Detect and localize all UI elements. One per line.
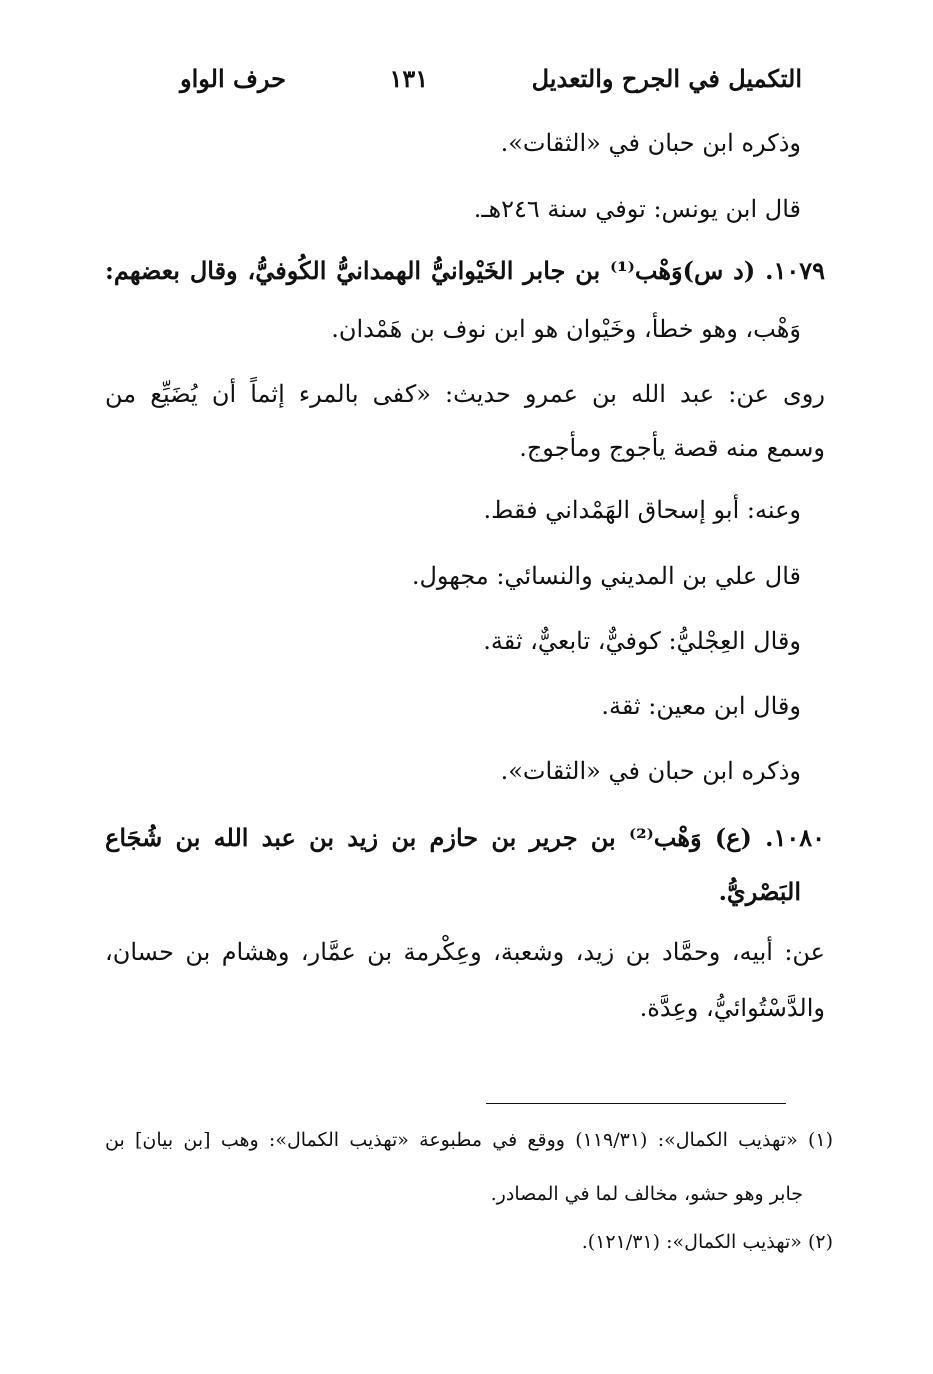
body-line: وقال ابن معين: ثقة. [601,692,801,720]
running-header [180,58,802,98]
entry-heading-1080: ١٠٨٠. (ع) وَهْب⁽²⁾ بن جرير بن حازم بن زيد بن عبد الله بن شُجَاع [105,823,825,852]
header-page-number: ١٣١ [389,63,429,93]
body-line: البَصْريُّ. [718,877,801,906]
body-line: عن: أبيه، وحمَّاد بن زيد، وشعبة، وعِكْرمة بن عمَّار، وهشام بن حسان، [105,938,825,966]
body-line: وذكره ابن حبان في «الثقات». [500,757,801,785]
footnote-separator [486,1103,786,1104]
header-chapter: حرف الواو [180,63,286,93]
body-line: والدَّسْتُوائيُّ، وعِدَّة. [639,994,825,1022]
entry-heading-1079: ١٠٧٩. (د س)وَهْب⁽¹⁾ بن جابر الخَيْوانيُّ الهمدانيُّ الكُوفيُّ، وقال بعضهم: [105,256,825,285]
body-line: وعنه: أبو إسحاق الهَمْداني فقط. [483,496,801,524]
footnote-1-continued: جابر وهو حشو، مخالف لما في المصادر. [490,1183,803,1205]
footnote-1: (١) «تهذيب الكمال»: (١١٩/٣١) ووقع في مطبوعة «تهذيب الكمال»: وهب [بن بيان] بن [105,1129,833,1151]
header-book-title: التكميل في الجرح والتعديل [531,63,802,93]
body-line: وذكره ابن حبان في «الثقات». [500,129,801,157]
body-line: وسمع منه قصة يأجوج ومأجوج. [519,434,825,462]
body-line: قال ابن يونس: توفي سنة ٢٤٦هـ. [473,195,801,223]
body-line: وَهْب، وهو خطأ، وخَيْوان هو ابن نوف بن هَمْدان. [331,315,801,343]
body-line: وقال العِجْليُّ: كوفيٌّ، تابعيٌّ، ثقة. [483,627,801,655]
body-line: قال علي بن المديني والنسائي: مجهول. [411,562,801,590]
footnote-2: (٢) «تهذيب الكمال»: (١٢١/٣١). [581,1231,833,1253]
body-line: روى عن: عبد الله بن عمرو حديث: «كفى بالمرء إثماً أن يُضَيِّع من [105,380,825,408]
